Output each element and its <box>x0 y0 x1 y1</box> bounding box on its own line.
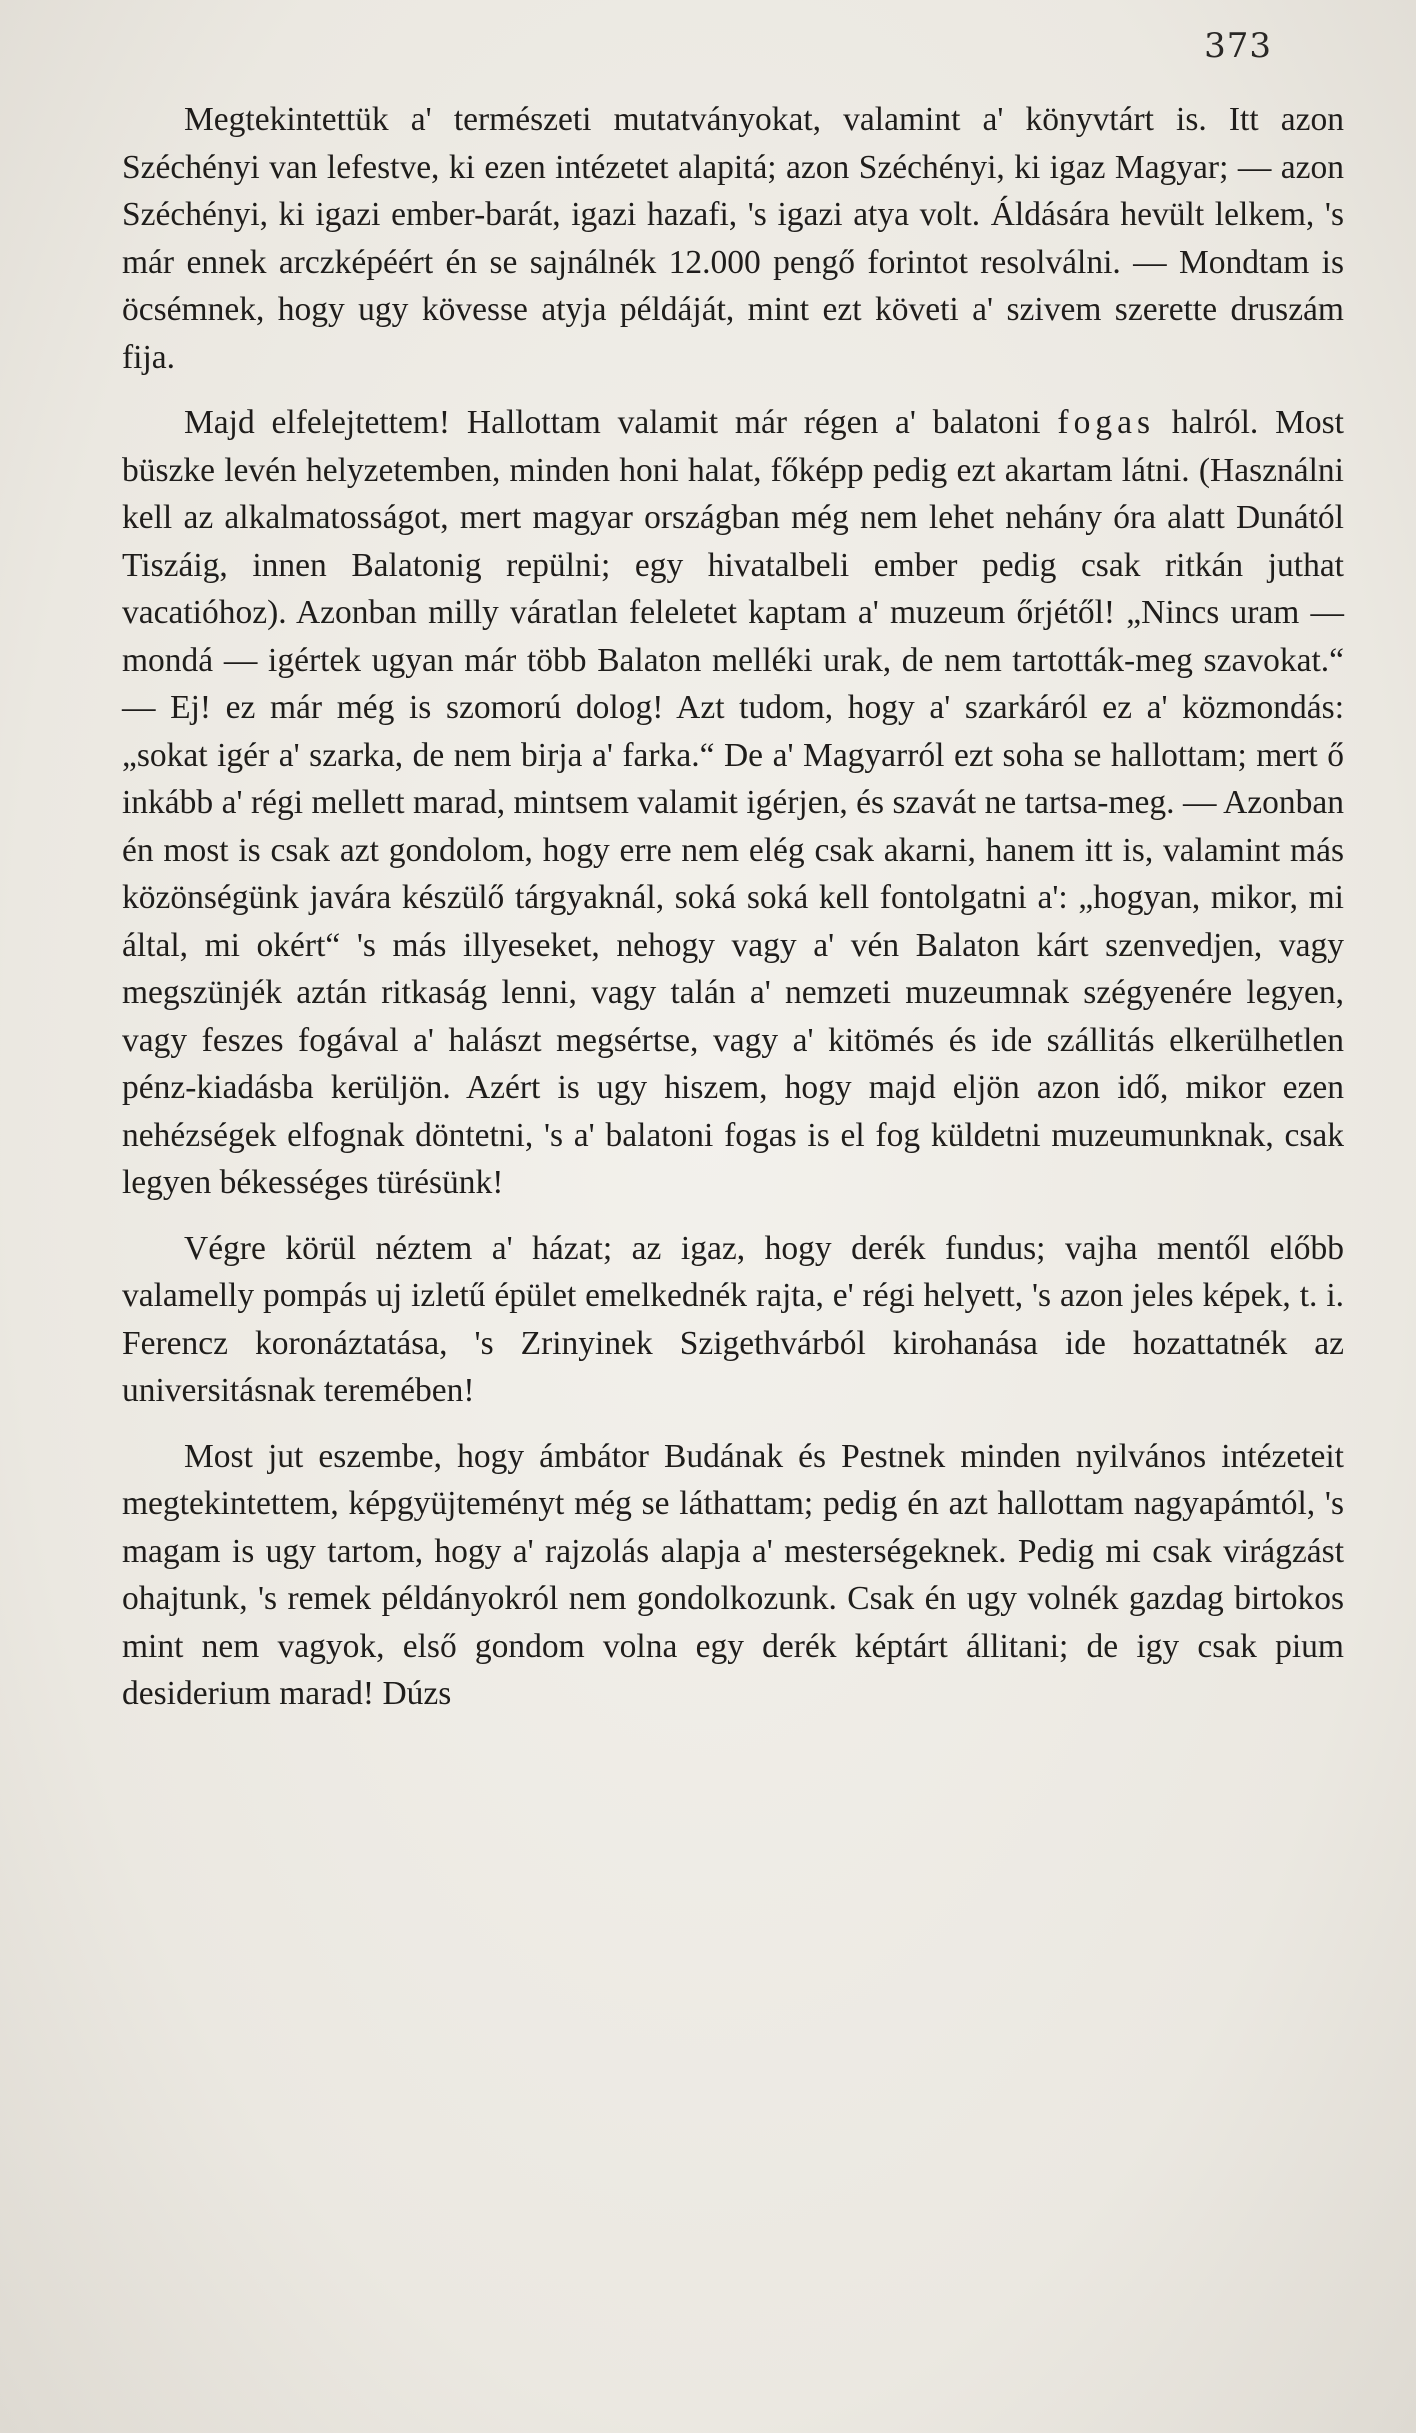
paragraph-2-rest: halról. Most büszke levén helyzetemben, minden honi halat, főképp pedig ezt akartam látni. (Használni kell az alkalmatosságot, mert magyar országban még nem lehet nehány óra alatt Dunától Tiszáig, innen Balatonig repülni; egy hivatalbeli ember pedig csak ritkán juthat vacatióhoz). Azonban milly váratlan feleletet kaptam a' muzeum őrjétől! „Nincs uram — mondá — igértek ugyan már több Balaton melléki urak, de nem tartották-meg szavokat.“ — Ej! ez már még is szomorú dolog! Azt tudom, hogy a' szarkáról ez a' közmondás: „sokat igér a' szarka, de nem birja a' farka.“ De a' Magyarról ezt soha se hallottam; mert ő inkább a' régi mellett marad, mintsem valamit igérjen, és szavát ne tartsa-meg. — Azonban én most is csak azt gondolom, hogy erre nem elég csak akarni, hanem itt is, valamint más közönségünk javára készülő tárgyaknál, soká soká kell fontolgatni a': „hogyan, mikor, mi által, mi okért“ 's más illyeseket, nehogy vagy a' vén Balaton kárt szenvedjen, vagy megszünjék aztán ritkaság lenni, vagy talán a' nemzeti muzeumnak szégyenére legyen, vagy feszes fogával a' halászt megsértse, vagy a' kitömés és ide szállitás elkerülhetlen pénz-kiadásba kerüljön. Azért is ugy hiszem, hogy majd eljön azon idő, mikor ezen nehézségek elfognak döntetni, 's a' balatoni fogas is el fog küldetni muzeumunknak, csak legyen békességes türésünk! <box>122 404 1344 1201</box>
paragraph-1: Megtekintettük a' természeti mutatványokat, valamint a' könyvtárt is. Itt azon Széchényi van lefestve, ki ezen intézetet alapitá; azon Széchényi, ki igaz Magyar; — azon Széchényi, ki igazi ember-barát, igazi hazafi, 's igazi atya volt. Áldására hevült lelkem, 's már ennek arczképéért én se sajnálnék 12.000 pengő forintot resolválni. — Mondtam is öcsémnek, hogy ugy kövesse atyja példáját, mint ezt követi a' szivem szerette druszám fija. <box>122 101 1344 376</box>
body-text <box>122 96 1344 1718</box>
paragraph-3: Végre körül néztem a' házat; az igaz, hogy derék fundus; vajha mentől előbb valamelly pompás uj izletű épület emelkednék rajta, e' régi helyett, 's azon jeles képek, t. i. Ferencz koronáztatása, 's Zrinyinek Szigethvárból kirohanása ide hozattatnék az universitásnak teremében! <box>122 1229 1344 1409</box>
page-number: 373 <box>1204 26 1272 66</box>
spaced-word-fogas: fogas <box>1057 404 1155 441</box>
paragraph-4: Most jut eszembe, hogy ámbátor Budának és Pestnek minden nyilvános intézeteit megtekintettem, képgyüjteményt még se láthattam; pedig én azt hallottam nagyapámtól, 's magam is ugy tartom, hogy a' rajzolás alapja a' mesterségeknek. Pedig mi csak virágzást ohajtunk, 's remek példányokról nem gondolkozunk. Csak én ugy volnék gazdag birtokos mint nem vagyok, első gondom volna egy derék képtárt állitani; de igy csak pium desiderium marad! Dúzs <box>122 1437 1344 1712</box>
paragraph-2 <box>122 399 1344 1207</box>
paragraph-2-lead: Majd elfelejtettem! Hallottam valamit már régen a' balatoni <box>184 404 1058 441</box>
